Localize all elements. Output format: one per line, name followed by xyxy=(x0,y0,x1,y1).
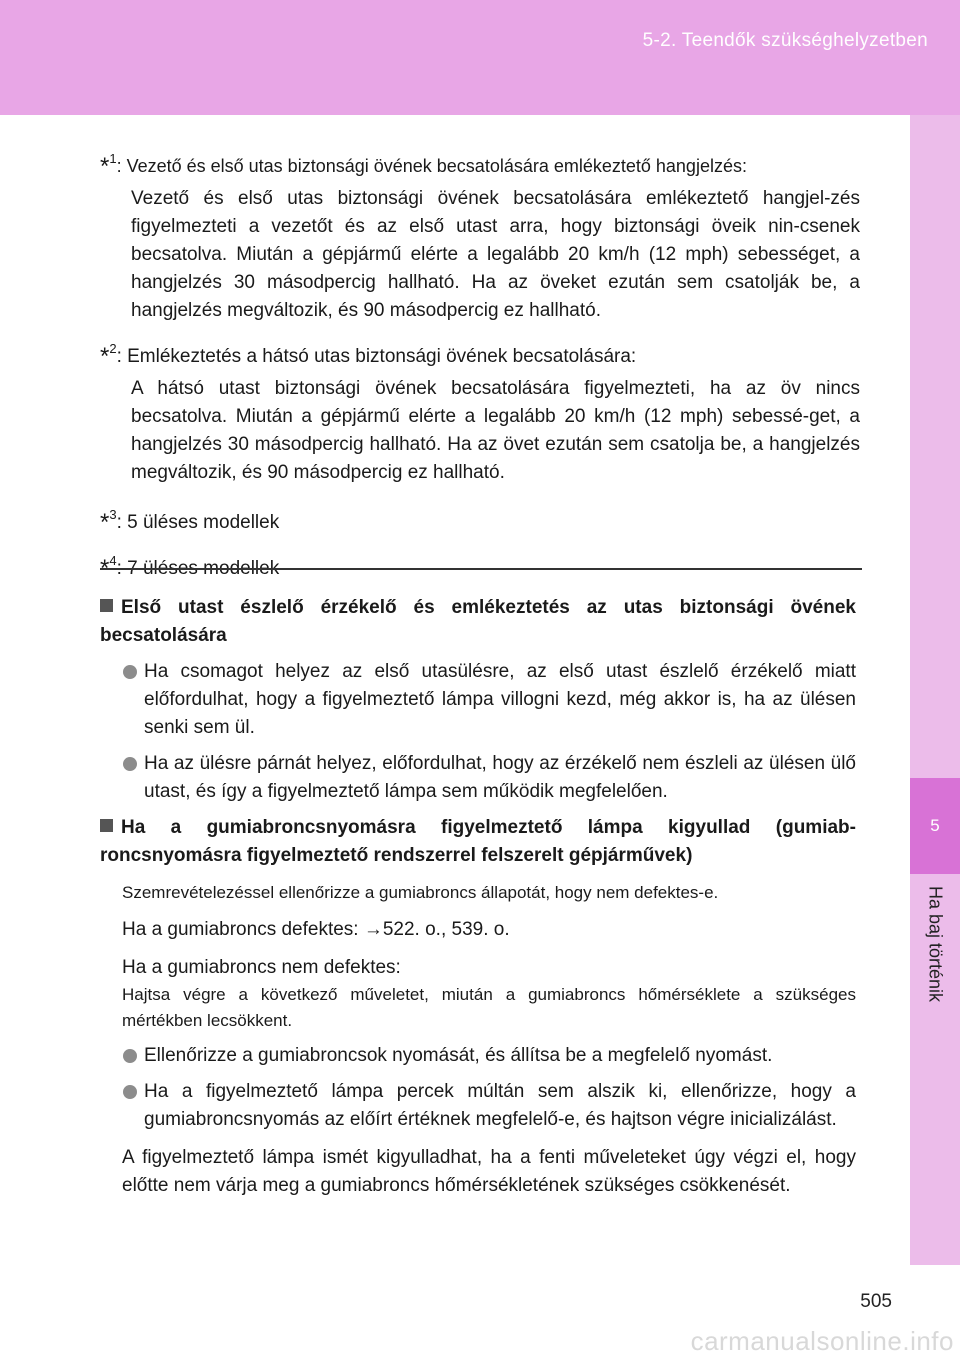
bullet-item: Ha az ülésre párnát helyez, előfordulhat, hogy az érzékelő nem észleli az ülésen ülő utast, és így a figyelmeztető lámpa sem működik megfelelően. xyxy=(100,750,856,806)
watermark: carmanualsonline.info xyxy=(690,1326,954,1356)
footnote-label: : 7 üléses modellek xyxy=(116,558,280,579)
asterisk-mark: * xyxy=(100,153,110,180)
footnote-number: 4 xyxy=(109,553,117,568)
bullet-item: Ha csomagot helyez az első utasülésre, az első utast észlelő érzékelő miatt előfordulhat, hogy a figyelmeztető lámpa villogni kezd, még akkor is, ha az ülésen senki sem ül. xyxy=(100,658,856,742)
paragraph: Ha a gumiabroncs nem defektes: xyxy=(122,957,401,978)
section-passenger-sensor xyxy=(100,594,856,806)
chapter-title: 5-2. Teendők szükséghelyzetben xyxy=(642,30,928,51)
side-tab-label: Ha baj történik xyxy=(925,886,946,1003)
asterisk-mark: * xyxy=(100,509,110,536)
circle-bullet-icon xyxy=(123,1049,137,1063)
footnote-number: 1 xyxy=(109,151,117,166)
paragraph-reference: Ha a gumiabroncs defektes: →522. o., 539. o. xyxy=(122,919,510,940)
square-bullet-icon xyxy=(100,819,113,832)
footnote-number: 2 xyxy=(109,341,117,356)
paragraph: Hajtsa végre a következő műveletet, miután a gumiabroncs hőmérséklete a szükséges mértékben lecsökkent. xyxy=(122,985,856,1030)
page-header xyxy=(0,0,960,115)
section-title: Ha a gumiabroncsnyomásra figyelmeztető lámpa kigyullad (gumiab-roncsnyomásra figyelmeztető rendszerrel felszerelt gépjárművek) xyxy=(100,817,856,866)
section-title: Első utast észlelő érzékelő és emlékeztetés az utas biztonsági övének becsatolására xyxy=(100,597,856,646)
side-tab-number: 5 xyxy=(910,778,960,874)
side-tab xyxy=(910,115,960,1265)
bullet-item: Ellenőrizze a gumiabroncsok nyomását, és állítsa be a megfelelő nyomást. xyxy=(100,1042,856,1070)
footnote-2 xyxy=(100,335,860,487)
circle-bullet-icon xyxy=(123,665,137,679)
footnote-1 xyxy=(100,145,860,325)
section-divider xyxy=(100,568,862,570)
page-number: 505 xyxy=(860,1291,892,1312)
footnote-label: : Emlékeztetés a hátsó utas biztonsági övének becsatolására: xyxy=(116,346,637,367)
paragraph: Szemrevételezéssel ellenőrizze a gumiabroncs állapotát, hogy nem defektes-e. xyxy=(122,883,719,902)
asterisk-mark: * xyxy=(100,555,110,582)
circle-bullet-icon xyxy=(123,757,137,771)
footnote-4 xyxy=(100,547,860,583)
footnote-3 xyxy=(100,501,860,537)
footnote-label: : 5 üléses modellek xyxy=(116,512,280,533)
footnote-body: A hátsó utast biztonsági övének becsatolására figyelmezteti, ha az öv nincs becsatolva. Miután a gépjármű elérte a legalább 20 km/h (12 mph) sebessé-get, a hangjelzés 30 másodpercig hallható. Ha az övet ezután sem csatolja be, a hangjelzés megváltozik, és 90 másodpercig ez hallható. xyxy=(131,378,860,483)
square-bullet-icon xyxy=(100,599,113,612)
footnote-label: : Vezető és első utas biztonsági övének becsatolására emlékeztető hangjelzés: xyxy=(116,156,747,176)
asterisk-mark: * xyxy=(100,343,110,370)
footnote-body: Vezető és első utas biztonsági övének becsatolására emlékeztető hangjel-zés figyelmezteti a vezetőt és az első utast arra, hogy biztonsági öveik nin-csenek becsatolva. Miután a gépjármű elérte a legalább 20 km/h (12 mph) sebességet, a hangjelzés 30 másodpercig hallható. Ha az öveket ezután sem csatolják be, a hangjelzés megváltozik, és 90 másodpercig ez hallható. xyxy=(131,188,860,321)
paragraph: A figyelmeztető lámpa ismét kigyulladhat, ha a fenti műveleteket úgy végzi el, hogy előtte nem várja meg a gumiabroncs hőmérsékletének szükséges csökkenését. xyxy=(122,1147,856,1196)
footnotes xyxy=(100,145,860,593)
circle-bullet-icon xyxy=(123,1085,137,1099)
footnote-number: 3 xyxy=(109,507,117,522)
section-tire-pressure xyxy=(100,814,856,1200)
bullet-item: Ha a figyelmeztető lámpa percek múltán sem alszik ki, ellenőrizze, hogy a gumiabroncsnyomás az előírt értéknek megfelelő-e, és hajtson végre inicializálást. xyxy=(100,1078,856,1134)
